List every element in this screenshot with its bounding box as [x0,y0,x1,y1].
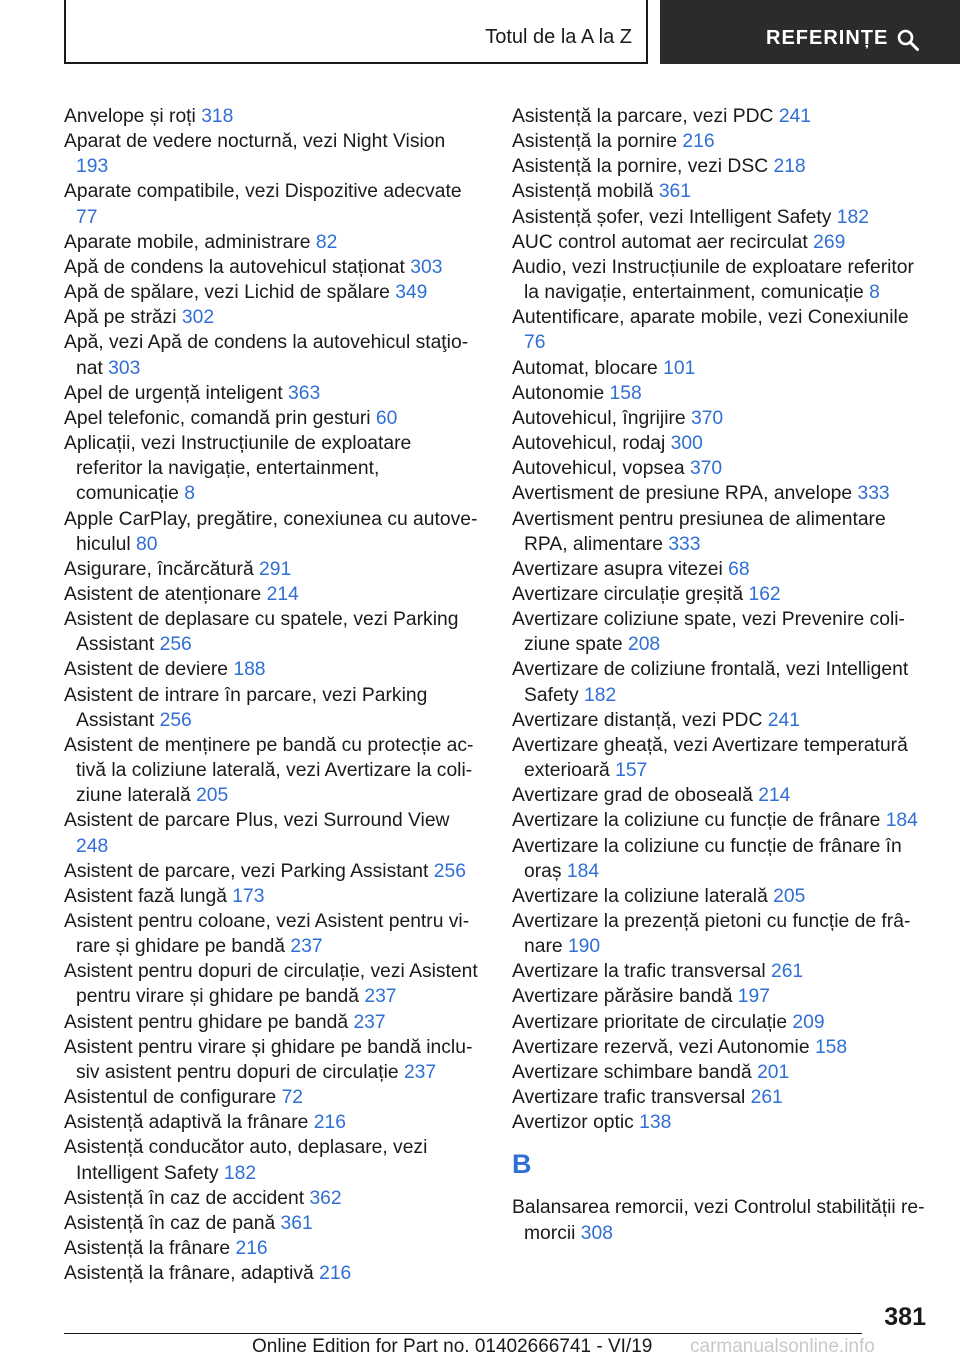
index-entry-term: Asistență adaptivă la frânare [64,1112,309,1134]
index-entry-term: Avertizare gheață, vezi Avertizare temperatură exterioară [512,734,908,782]
index-entry-term: Autovehicul, îngrijire [512,407,686,429]
index-entry [512,507,932,557]
page-reference-link[interactable]: 363 [288,382,321,404]
index-entry-term: Asistent de menținere pe bandă cu protecție activă la coliziune laterală, vezi Avertizare la coliziune laterală [64,734,474,807]
page-reference-link[interactable]: 77 [76,206,98,228]
index-entry [512,984,932,1009]
index-entry-term: Asistent de atenționare [64,583,262,605]
page-reference-link[interactable]: 291 [259,558,292,580]
index-entry-term: Balansarea remorcii, vezi Controlul stabilității remorcii [512,1197,925,1244]
index-entry-term: Asistent de intrare în parcare, vezi Parking Assistant [64,684,428,731]
page-reference-link[interactable]: 303 [410,256,443,278]
index-entry-term: Asistență șofer, vezi Intelligent Safety [512,206,832,228]
index-entry [64,280,482,305]
page-reference-link[interactable]: 237 [364,986,397,1008]
index-entry-term: Avertizare grad de oboseală [512,785,753,807]
header-title-box [64,0,648,64]
page-reference-link[interactable]: 361 [658,181,691,203]
index-entry-term: Avertizare prioritate de circulație [512,1011,788,1033]
index-entry [64,1110,482,1135]
index-entry-term: Asistență conducător auto, deplasare, vezi Intelligent Safety [64,1137,428,1184]
index-entry [64,1211,482,1236]
index-entry-term: Avertisment de presiune RPA, anvelope [512,483,853,505]
index-entry-term: Avertizare la coliziune cu funcție de frânare [512,810,881,832]
page-reference-link[interactable]: 241 [767,709,800,731]
index-entry [512,356,932,381]
index-entry [512,582,932,607]
page-reference-link[interactable]: 82 [315,231,338,253]
search-icon[interactable] [896,28,920,52]
index-entry [64,431,482,506]
index-entry-term: Asistent de parcare, vezi Parking Assistant [64,860,429,882]
page-reference-link[interactable]: 214 [266,583,299,605]
section-letter: B [512,1149,532,1180]
index-entry-term: Asigurare, încărcătură [64,558,254,580]
page-reference-link[interactable]: 214 [758,785,791,807]
index-entry [512,406,932,431]
section-tab-label: REFERINȚE [766,27,889,49]
footer-divider [64,1333,862,1334]
index-entry [64,305,482,330]
index-entry-term: Asistent de deplasare cu spatele, vezi Parking Assistant [64,609,459,656]
page-reference-link[interactable]: 218 [773,156,806,178]
index-entry [512,381,932,406]
index-entry [512,959,932,984]
header-title: Totul de la A la Z [485,26,632,48]
index-entry [512,808,932,833]
index-entry-term: Aparat de vedere nocturnă, vezi Night Vision [64,131,446,153]
index-entry-term: Avertizare distanță, vezi PDC [512,709,763,731]
page-reference-link[interactable]: 208 [627,634,661,656]
index-entry [512,1110,932,1135]
index-entry-term: Autovehicul, rodaj [512,433,666,455]
index-entry-term: Asistent pentru ghidare pe bandă [64,1011,349,1033]
page-reference-link[interactable]: 158 [814,1036,848,1058]
index-entry-term: Anvelope și roți [64,106,196,127]
index-entry-term: Avertizare asupra vitezei [512,558,723,580]
index-entry [512,1195,932,1245]
index-entry [64,179,482,229]
page-reference-link[interactable]: 302 [181,307,215,329]
page-reference-link[interactable]: 216 [313,1112,346,1134]
page-reference-link[interactable]: 188 [233,659,266,681]
page-reference-link[interactable]: 182 [223,1162,257,1184]
page-reference-link[interactable]: 101 [663,357,696,379]
page-reference-link[interactable]: 333 [668,533,701,555]
index-entry [64,557,482,582]
page-reference-link[interactable]: 370 [689,458,723,480]
index-entry-term: Apel de urgență inteligent [64,382,283,404]
page-reference-link[interactable]: 184 [885,810,918,832]
index-entry-term: Avertizare circulație greșită [512,583,744,605]
index-entry [512,884,932,909]
page-reference-link[interactable]: 361 [280,1212,313,1234]
index-entry [512,481,932,506]
page-reference-link[interactable]: 308 [580,1222,613,1244]
page-reference-link[interactable]: 8 [184,483,195,505]
page-reference-link[interactable]: 300 [670,433,703,455]
index-entry [64,683,482,733]
index-entry [512,230,932,255]
index-entry [64,1186,482,1211]
index-entry [64,104,482,129]
index-entry [512,607,932,657]
index-entry-term: Asistență în caz de pană [64,1212,276,1234]
page-reference-link[interactable]: 68 [728,558,750,580]
index-entry [512,1085,932,1110]
index-entry-term: Avertisment pentru presiunea de alimentare RPA, alimentare [512,508,886,555]
index-entry-term: Avertizare trafic transversal [512,1087,746,1109]
index-entry [64,1261,482,1286]
index-entry-term: Aparate mobile, administrare [64,231,311,253]
index-entry-term: Asistent pentru dopuri de circulație, vezi Asistent pentru virare și ghidare pe bandă [64,961,478,1008]
section-tab[interactable] [660,0,960,64]
index-entry [64,607,482,657]
index-entry-term: Avertizare părăsire bandă [512,986,733,1008]
watermark: carmanualsonline.info [690,1336,875,1357]
index-entry [64,129,482,179]
page-reference-link[interactable]: 333 [857,483,890,505]
index-entry-term: Aparate compatibile, vezi Dispozitive adecvate [64,181,462,203]
index-entry [64,909,482,959]
index-entry [512,557,932,582]
index-entry [64,507,482,557]
page-reference-link[interactable]: 256 [159,634,192,656]
index-entry-term: Avertizare la trafic transversal [512,961,766,983]
index-entry-term: Avertizare la coliziune laterală [512,885,768,907]
page-reference-link[interactable]: 8 [869,282,880,304]
page-reference-link[interactable]: 362 [309,1187,342,1209]
page-reference-link[interactable]: 76 [524,332,546,354]
index-entry [64,1135,482,1185]
page-reference-link[interactable]: 241 [778,106,812,127]
page-reference-link[interactable]: 182 [584,684,617,706]
page-reference-link[interactable]: 184 [566,860,600,882]
index-entry [512,104,932,129]
index-entry [64,230,482,255]
index-entry [512,1035,932,1060]
index-entry-term: Avertizare la coliziune cu funcție de frânare în oraș [512,835,902,882]
index-column-right [512,104,932,1246]
index-entry-term: Apel telefonic, comandă prin gesturi [64,407,371,429]
index-entry [512,1060,932,1085]
index-entry [64,1035,482,1085]
page-reference-link[interactable]: 256 [433,860,466,882]
index-entry-term: Autonomie [512,382,605,404]
page-reference-link[interactable]: 237 [353,1011,386,1033]
index-entry-term: Apă de condens la autovehicul staționat [64,256,405,278]
index-entry [512,783,932,808]
page-reference-link[interactable]: 182 [836,206,869,228]
index-column-left [64,104,482,1286]
index-entry [64,255,482,280]
index-entry [64,406,482,431]
index-entry-term: Audio, vezi Instrucțiunile de exploatare referitor la navigație, entertainment, comunicație [512,256,914,304]
index-entry-term: Avertizare de coliziune frontală, vezi Intelligent Safety [512,659,909,706]
index-entry [512,431,932,456]
page-reference-link[interactable]: 162 [748,583,781,605]
page-reference-link[interactable]: 209 [792,1011,825,1033]
index-entry [512,205,932,230]
index-entry [64,1010,482,1035]
index-entry-term: Asistență la pornire [512,131,678,153]
index-entry-term: Avertizare la prezență pietoni cu funcție de frânare [512,911,911,958]
index-entry [512,657,932,707]
page-reference-link[interactable]: 248 [76,835,109,857]
index-entry [64,808,482,858]
page-reference-link[interactable]: 370 [690,407,724,429]
page-reference-link[interactable]: 72 [281,1087,304,1109]
index-entry [64,733,482,808]
index-entry [512,733,932,783]
page-reference-link[interactable]: 261 [770,961,804,983]
footer-edition: Online Edition for Part no. 01402666741 - VI/19 [252,1336,653,1357]
page-reference-link[interactable]: 201 [757,1061,790,1083]
page-reference-link[interactable]: 157 [615,760,648,782]
index-entry-term: Asistentul de configurare [64,1087,277,1109]
page-reference-link[interactable]: 216 [319,1263,352,1285]
index-entry [64,959,482,1009]
index-entry-term: Apă de spălare, vezi Lichid de spălare [64,282,390,304]
index-entry [512,179,932,204]
index-entry-term: Asistență la frânare [64,1238,231,1260]
index-entry [64,1085,482,1110]
page-reference-link[interactable]: 138 [639,1112,672,1134]
index-entry [64,330,482,380]
page-reference-link[interactable]: 303 [108,357,141,379]
index-entry [512,909,932,959]
index-entry [512,1010,932,1035]
index-entry [64,582,482,607]
index-entry [64,381,482,406]
index-entry-term: AUC control automat aer recirculat [512,231,808,253]
index-entry [512,834,932,884]
page-reference-link[interactable]: 173 [232,885,265,907]
page-reference-link[interactable]: 158 [609,382,642,404]
index-entry-term: Aplicații, vezi Instrucțiunile de exploatare referitor la navigație, entertainment, comunicație [64,433,412,505]
index-entry [64,859,482,884]
index-entry-term: Asistent pentru virare și ghidare pe bandă inclusiv asistent pentru dopuri de circulație [64,1036,473,1083]
index-entry-term: Avertizare rezervă, vezi Autonomie [512,1036,810,1058]
index-entry [512,129,932,154]
index-entry-term: Asistent de deviere [64,659,228,681]
index-entry-term: Asistență la pornire, vezi DSC [512,156,769,178]
index-entry [64,657,482,682]
index-entry-term: Asistență la parcare, vezi PDC [512,106,774,127]
index-entry-term: Autentificare, aparate mobile, vezi Conexiunile [512,307,909,329]
index-entry-term: Avertizare schimbare bandă [512,1061,752,1083]
page-reference-link[interactable]: 256 [159,709,192,731]
index-entry [512,154,932,179]
index-entry-term: Asistent fază lungă [64,885,227,907]
page-number: 381 [884,1303,926,1331]
page-reference-link[interactable]: 205 [773,885,806,907]
page-reference-link[interactable]: 237 [403,1061,437,1083]
index-entry [64,1236,482,1261]
index-entry-term: Automat, blocare [512,357,658,379]
page-reference-link[interactable]: 205 [196,785,229,807]
page-reference-link[interactable]: 261 [750,1087,783,1109]
index-entry-term: Avertizor optic [512,1112,634,1134]
index-entry-term: Autovehicul, vopsea [512,458,685,480]
index-entry-term: Asistent pentru coloane, vezi Asistent pentru virare și ghidare pe bandă [64,911,470,958]
page-reference-link[interactable]: 318 [201,106,234,127]
index-entry-term: Avertizare coliziune spate, vezi Prevenire coliziune spate [512,609,905,656]
page-reference-link[interactable]: 197 [737,986,770,1008]
index-entry [512,305,932,355]
page-reference-link[interactable]: 190 [567,936,601,958]
page-reference-link[interactable]: 60 [375,407,398,429]
page-reference-link[interactable]: 216 [682,131,715,153]
index-entry-term: Asistență mobilă [512,181,654,203]
page-reference-link[interactable]: 269 [813,231,846,253]
index-entry-term: Apă pe străzi [64,307,177,329]
page-reference-link[interactable]: 216 [235,1238,268,1260]
index-entry-term: Apple CarPlay, pregătire, conexiunea cu autovehiculul [64,508,478,555]
index-entry [512,456,932,481]
page-reference-link[interactable]: 80 [136,533,158,555]
index-entry [512,255,932,305]
index-entry-term: Apă, vezi Apă de condens la autovehicul staţionat [64,332,469,379]
index-entry [64,884,482,909]
index-entry-term: Asistent de parcare Plus, vezi Surround View [64,810,450,832]
index-entry-term: Asistență în caz de accident [64,1187,305,1209]
index-entry [512,708,932,733]
page-reference-link[interactable]: 237 [290,936,323,958]
page-reference-link[interactable]: 193 [76,156,109,178]
index-entry-term: Asistență la frânare, adaptivă [64,1263,314,1285]
page-reference-link[interactable]: 349 [395,282,428,304]
